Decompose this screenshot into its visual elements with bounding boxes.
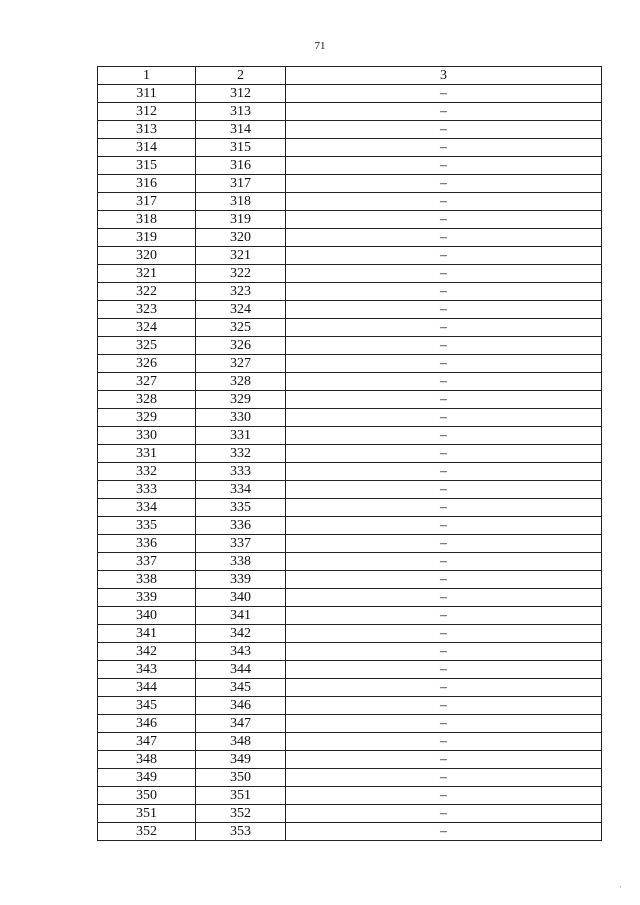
table-cell-col3: – [286,715,602,733]
table-cell-col2: 349 [196,751,286,769]
table-cell-col2: 313 [196,103,286,121]
table-row [98,571,602,589]
table-cell-col3: – [286,139,602,157]
table-row [98,301,602,319]
table-cell-col1: 335 [98,517,196,535]
column-header-2: 2 [196,67,286,85]
table-row [98,409,602,427]
table-cell-col2: 315 [196,139,286,157]
table-row [98,139,602,157]
table-cell-col2: 333 [196,463,286,481]
table-row [98,715,602,733]
table-row [98,247,602,265]
table-row [98,229,602,247]
table-cell-col2: 338 [196,553,286,571]
table-cell-col2: 326 [196,337,286,355]
table-cell-col3: – [286,301,602,319]
table-cell-col3: – [286,697,602,715]
column-header-1: 1 [98,67,196,85]
table-cell-col1: 334 [98,499,196,517]
table-row [98,643,602,661]
table-cell-col1: 325 [98,337,196,355]
table-row [98,625,602,643]
table-cell-col2: 335 [196,499,286,517]
table-cell-col2: 334 [196,481,286,499]
table-cell-col1: 338 [98,571,196,589]
table-cell-col2: 343 [196,643,286,661]
table-cell-col1: 332 [98,463,196,481]
table-cell-col3: – [286,787,602,805]
table-cell-col3: – [286,265,602,283]
table-cell-col1: 341 [98,625,196,643]
table-cell-col1: 324 [98,319,196,337]
table-cell-col2: 320 [196,229,286,247]
table-cell-col1: 329 [98,409,196,427]
table-cell-col2: 331 [196,427,286,445]
table-cell-col2: 347 [196,715,286,733]
table-cell-col1: 351 [98,805,196,823]
table-cell-col1: 311 [98,85,196,103]
table-row [98,175,602,193]
table-cell-col2: 344 [196,661,286,679]
table-cell-col3: – [286,229,602,247]
table-row [98,427,602,445]
table-row [98,661,602,679]
column-header-3: 3 [286,67,602,85]
table-cell-col1: 348 [98,751,196,769]
table-cell-col2: 324 [196,301,286,319]
table-cell-col1: 343 [98,661,196,679]
table-cell-col1: 339 [98,589,196,607]
table-cell-col2: 329 [196,391,286,409]
table-row [98,445,602,463]
table-cell-col3: – [286,499,602,517]
table-cell-col2: 346 [196,697,286,715]
table-cell-col2: 336 [196,517,286,535]
table-cell-col3: – [286,193,602,211]
table-cell-col3: – [286,805,602,823]
table-cell-col2: 323 [196,283,286,301]
table-row [98,121,602,139]
table-row [98,391,602,409]
table-row [98,769,602,787]
table-cell-col3: – [286,607,602,625]
table-row [98,481,602,499]
table-cell-col3: – [286,211,602,229]
table-cell-col1: 344 [98,679,196,697]
page-number: 71 [314,40,326,52]
table-cell-col2: 322 [196,265,286,283]
stray-mark: ' [620,886,622,892]
table-row [98,751,602,769]
table-cell-col3: – [286,679,602,697]
table-row [98,355,602,373]
table-cell-col3: – [286,733,602,751]
table-cell-col3: – [286,823,602,841]
table-row [98,589,602,607]
table-cell-col3: – [286,643,602,661]
table-cell-col3: – [286,103,602,121]
table-cell-col1: 345 [98,697,196,715]
table-cell-col2: 314 [196,121,286,139]
table-cell-col3: – [286,319,602,337]
table-row [98,553,602,571]
table-row [98,211,602,229]
table-cell-col1: 315 [98,157,196,175]
table-row [98,499,602,517]
table-cell-col2: 318 [196,193,286,211]
table-row [98,463,602,481]
table-cell-col2: 328 [196,373,286,391]
table-row [98,805,602,823]
table-cell-col1: 320 [98,247,196,265]
table-cell-col3: – [286,337,602,355]
table-cell-col1: 314 [98,139,196,157]
table-cell-col1: 316 [98,175,196,193]
table-cell-col3: – [286,283,602,301]
table-cell-col3: – [286,517,602,535]
table-row [98,535,602,553]
table-cell-col2: 348 [196,733,286,751]
table-cell-col3: – [286,247,602,265]
table-row [98,679,602,697]
table-cell-col3: – [286,463,602,481]
table-cell-col1: 337 [98,553,196,571]
table-cell-col3: – [286,427,602,445]
table-cell-col1: 333 [98,481,196,499]
table-cell-col3: – [286,157,602,175]
table-cell-col3: – [286,445,602,463]
table-cell-col1: 318 [98,211,196,229]
table-cell-col3: – [286,175,602,193]
table-row [98,787,602,805]
table-cell-col3: – [286,625,602,643]
table-cell-col1: 317 [98,193,196,211]
table-cell-col1: 330 [98,427,196,445]
table-cell-col1: 312 [98,103,196,121]
table-row [98,85,602,103]
table-cell-col3: – [286,121,602,139]
table-cell-col2: 317 [196,175,286,193]
table-row [98,517,602,535]
table-cell-col2: 330 [196,409,286,427]
table-header-row [98,67,602,85]
table-cell-col2: 350 [196,769,286,787]
table-cell-col2: 319 [196,211,286,229]
table-cell-col1: 336 [98,535,196,553]
table-cell-col2: 321 [196,247,286,265]
table-cell-col3: – [286,409,602,427]
table-cell-col1: 326 [98,355,196,373]
table-cell-col2: 327 [196,355,286,373]
table-cell-col1: 349 [98,769,196,787]
table-cell-col1: 352 [98,823,196,841]
table-cell-col1: 321 [98,265,196,283]
table-cell-col1: 350 [98,787,196,805]
table-cell-col3: – [286,481,602,499]
table-row [98,733,602,751]
table-row [98,337,602,355]
table-cell-col1: 331 [98,445,196,463]
table-cell-col3: – [286,751,602,769]
table-cell-col1: 323 [98,301,196,319]
table-cell-col2: 325 [196,319,286,337]
table-cell-col1: 327 [98,373,196,391]
table-cell-col1: 347 [98,733,196,751]
data-table [97,66,602,841]
table-cell-col1: 342 [98,643,196,661]
table-row [98,193,602,211]
table-cell-col3: – [286,571,602,589]
table-cell-col2: 353 [196,823,286,841]
table-cell-col2: 339 [196,571,286,589]
table-cell-col1: 319 [98,229,196,247]
table-cell-col3: – [286,769,602,787]
table-row [98,823,602,841]
table-cell-col1: 328 [98,391,196,409]
table-body [98,85,602,841]
table-cell-col2: 351 [196,787,286,805]
table-row [98,283,602,301]
table-row [98,607,602,625]
table-cell-col2: 352 [196,805,286,823]
table-row [98,103,602,121]
table-cell-col2: 342 [196,625,286,643]
table-row [98,319,602,337]
table-cell-col3: – [286,553,602,571]
table-cell-col3: – [286,373,602,391]
table-row [98,265,602,283]
table-cell-col3: – [286,391,602,409]
table-cell-col1: 313 [98,121,196,139]
table-cell-col2: 312 [196,85,286,103]
table-cell-col3: – [286,535,602,553]
table-cell-col2: 337 [196,535,286,553]
table-cell-col1: 322 [98,283,196,301]
table-row [98,697,602,715]
table-cell-col3: – [286,85,602,103]
table-row [98,157,602,175]
table-cell-col2: 316 [196,157,286,175]
table-cell-col1: 340 [98,607,196,625]
table-cell-col2: 341 [196,607,286,625]
table-cell-col3: – [286,355,602,373]
table-cell-col2: 340 [196,589,286,607]
table-cell-col3: – [286,589,602,607]
table-cell-col1: 346 [98,715,196,733]
table-cell-col2: 332 [196,445,286,463]
table-cell-col3: – [286,661,602,679]
table-row [98,373,602,391]
table-cell-col2: 345 [196,679,286,697]
